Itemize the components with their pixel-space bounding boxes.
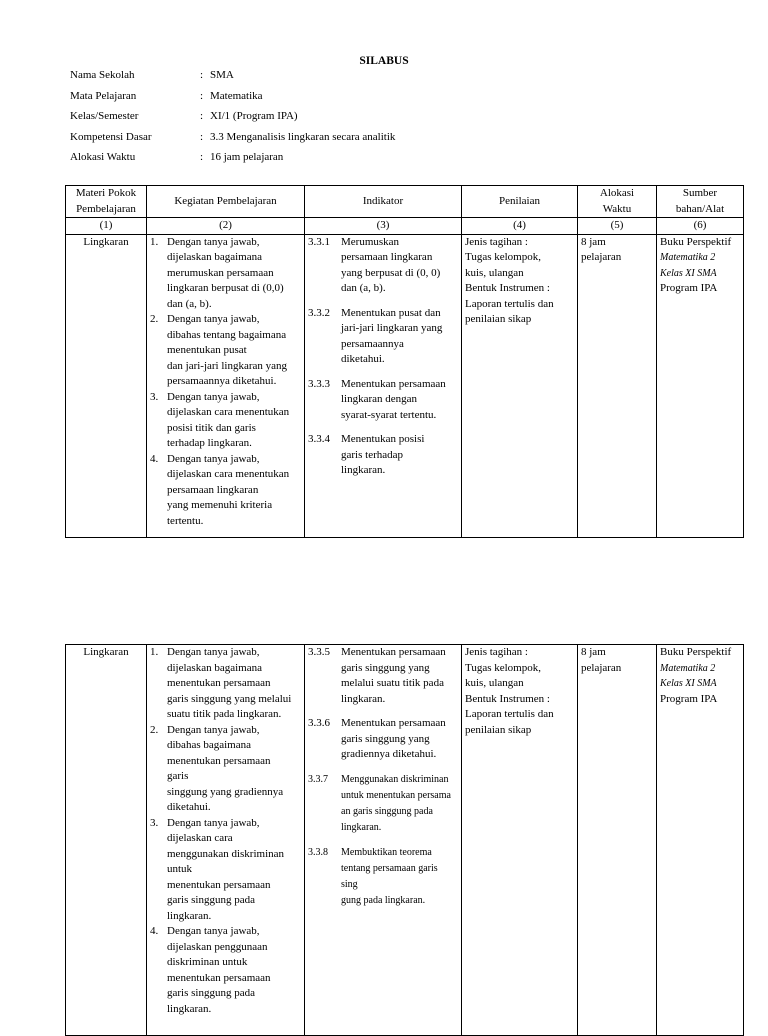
indikator-code: 3.3.3 [308,377,330,390]
line: Dengan tanya jawab, [167,390,260,403]
line: pelajaran [581,661,622,674]
line: lingkaran dengan [341,393,418,405]
info-row-alokasi-waktu [70,150,395,171]
item-text [167,645,301,723]
info-value: Matematika [210,89,263,102]
kegiatan-list [150,645,301,1017]
item-number: 2. [150,723,159,736]
header-text: Pembelajaran [76,202,136,215]
info-row-nama-sekolah [70,68,395,89]
line: dibahas bagaimana [167,739,251,751]
line: dan (a, b). [167,297,212,310]
kegiatan-cell [147,645,305,1036]
line: Buku Perspektif [660,235,732,248]
line: Dengan tanya jawab, [167,646,260,658]
item-text [167,235,301,313]
line: lingkaran berpusat di (0,0) [167,282,284,294]
line: kuis, ulangan [465,266,524,279]
indikator-item [308,772,458,836]
item-number: 3. [150,390,159,403]
line: yang memenuhi kriteria [167,499,273,511]
column-number-row [66,218,744,235]
line: Menggunakan diskriminan [341,773,449,785]
line: Dengan tanya jawab, [167,235,260,248]
materi-cell: Lingkaran [66,234,147,537]
info-label: Alokasi Waktu [70,151,136,163]
alokasi-cell [578,645,657,1036]
line: an garis singgung pada [341,805,433,817]
info-row-mata-pelajaran [70,89,395,110]
indikator-text [341,772,458,836]
line: jari-jari lingkaran yang [341,322,443,334]
line: 8 jam [581,235,606,248]
indikator-text [341,306,458,368]
indikator-text [341,645,458,707]
indikator-item [308,645,458,707]
list-item [150,645,301,723]
info-colon: : [200,130,204,143]
line: dijelaskan cara menentukan [167,468,290,480]
line: diketahui. [341,353,385,365]
list-item [150,924,301,1017]
line: persamaan lingkaran [341,251,433,263]
line-italic: Matematika 2 [660,662,716,674]
line: Jenis tagihan : [465,646,528,658]
line: penilaian sikap [465,313,532,325]
header-penilaian: Penilaian [462,186,578,218]
line: Tugas kelompok, [465,251,541,263]
line: 8 jam [581,646,606,658]
header-materi [66,186,147,218]
line: Menentukan persamaan [341,377,446,390]
list-item [150,452,301,530]
header-indikator: Indikator [305,186,462,218]
line: lingkaran. [341,821,382,833]
penilaian-cell [462,645,578,1036]
indikator-item [308,716,458,763]
line: garis singgung yang melalui [167,692,292,705]
kegiatan-list [150,235,301,530]
info-row-kompetensi-dasar [70,130,395,151]
list-item [150,312,301,390]
header-text: Alokasi [599,187,635,199]
line: yang berpusat di (0, 0) [341,266,441,279]
line: dan jari-jari lingkaran yang [167,359,288,372]
info-block [70,68,395,171]
column-number: (2) [147,218,305,235]
item-text [167,816,301,925]
line: dijelaskan bagaimana [167,251,262,263]
line: menggunakan diskriminan [167,847,285,860]
indikator-item [308,845,458,909]
sumber-cell [657,645,744,1036]
line: garis singgung yang [341,661,430,674]
column-number: (3) [305,218,462,235]
info-colon: : [200,89,204,102]
line: Dengan tanya jawab, [167,723,260,736]
item-text [167,924,301,1017]
sumber-cell [657,234,744,537]
line: gradiennya diketahui. [341,748,437,760]
line-italic: Kelas XI SMA [660,267,717,279]
indikator-cell [305,645,462,1036]
info-colon: : [200,69,204,81]
line: terhadap lingkaran. [167,437,252,449]
column-number: (5) [578,218,657,235]
header-kegiatan: Kegiatan Pembelajaran [147,186,305,218]
info-label: Kompetensi Dasar [70,130,152,143]
line: Dengan tanya jawab, [167,313,260,325]
line: gung pada lingkaran. [341,894,426,906]
line: syarat-syarat tertentu. [341,408,437,421]
line: pelajaran [581,251,622,263]
indikator-cell [305,234,462,537]
item-number: 4. [150,452,159,465]
line: Laporan tertulis dan [465,297,554,310]
indikator-text [341,377,458,424]
info-value: XI/1 (Program IPA) [210,110,298,122]
header-sumber [657,186,744,218]
header-text: Waktu [602,202,632,215]
line: Tugas kelompok, [465,661,541,674]
syllabus-table-1 [65,185,744,538]
line: Menentukan pusat dan [341,306,441,319]
line: singgung yang gradiennya [167,785,284,798]
line: persamaannya diketahui. [167,375,277,387]
list-item [150,816,301,925]
list-item [150,390,301,452]
line: dijelaskan cara [167,832,233,844]
line: untuk [167,863,193,875]
line: Jenis tagihan : [465,235,528,248]
indikator-item [308,377,458,424]
line: dibahas tentang bagaimana [167,328,287,341]
line: dijelaskan penggunaan [167,940,268,953]
indikator-code: 3.3.4 [308,433,330,445]
line-italic: Kelas XI SMA [660,678,717,689]
line: Program IPA [660,692,718,705]
indikator-item [308,306,458,368]
list-item [150,235,301,313]
item-number: 1. [150,646,159,658]
line: sing [341,878,358,890]
line: dan (a, b). [341,282,386,294]
info-value: 3.3 Menganalisis lingkaran secara analitik [210,130,396,143]
table-row [66,645,744,1036]
line: untuk menentukan persama [341,789,451,801]
line: Dengan tanya jawab, [167,452,260,465]
line: tentang persamaan garis [341,862,438,874]
line: menentukan persamaan [167,677,271,689]
info-label: Kelas/Semester [70,110,139,122]
indikator-item [308,432,458,479]
line: Buku Perspektif [660,646,732,658]
line: Dengan tanya jawab, [167,816,260,829]
line: lingkaran. [341,692,386,705]
info-value: SMA [210,69,234,81]
line: dijelaskan bagaimana [167,661,262,674]
syllabus-table-2 [65,644,744,1036]
list-item [150,723,301,816]
item-text [167,452,301,530]
info-colon: : [200,110,204,122]
item-number: 2. [150,313,159,325]
line: Menentukan persamaan [341,717,446,729]
line: lingkaran. [341,464,386,476]
line: menentukan persamaan [167,754,271,767]
line: Bentuk Instrumen : [465,282,550,294]
line: lingkaran. [167,1002,212,1015]
indikator-code: 3.3.6 [308,717,330,729]
indikator-item [308,235,458,297]
header-row [66,186,744,218]
header-text: Materi Pokok [75,187,137,199]
indikator-text [341,845,458,909]
info-label: Mata Pelajaran [70,89,137,102]
materi-cell: Lingkaran [66,645,147,1036]
line: dijelaskan cara menentukan [167,406,290,418]
line-italic: Matematika 2 [660,252,716,263]
info-colon: : [200,151,204,163]
line: Menentukan persamaan [341,646,446,658]
line: persamaannya [341,337,404,350]
header-alokasi [578,186,657,218]
line: merumuskan persamaan [167,266,274,279]
line: melalui suatu titik pada [341,677,444,689]
line: garis singgung pada [167,894,255,906]
column-number: (1) [66,218,147,235]
line: persamaan lingkaran [167,483,259,496]
alokasi-cell [578,234,657,537]
line: lingkaran. [167,909,212,922]
indikator-code: 3.3.1 [308,235,330,248]
indikator-code: 3.3.8 [308,846,328,858]
line: kuis, ulangan [465,677,524,689]
indikator-text [341,716,458,763]
line: garis singgung yang [341,732,430,745]
info-label: Nama Sekolah [70,69,135,81]
info-row-kelas-semester [70,109,395,130]
indikator-code: 3.3.7 [308,773,328,785]
line: diskriminan untuk [167,956,248,968]
line: menentukan persamaan [167,971,271,984]
info-value: 16 jam pelajaran [210,151,284,163]
line: Laporan tertulis dan [465,708,554,720]
table-row [66,234,744,537]
line: garis singgung pada [167,987,255,999]
line: Dengan tanya jawab, [167,925,260,937]
column-number: (4) [462,218,578,235]
penilaian-cell [462,234,578,537]
item-text [167,723,301,816]
line: menentukan persamaan [167,878,271,891]
item-number: 4. [150,925,159,937]
indikator-text [341,432,458,479]
item-number: 1. [150,235,159,248]
indikator-text [341,235,458,297]
line: diketahui. [167,801,211,813]
page-title: SILABUS [359,55,409,67]
line: tertentu. [167,514,204,527]
line: menentukan pusat [167,344,247,356]
item-text [167,390,301,452]
line: garis [167,770,189,782]
item-text [167,312,301,390]
kegiatan-cell [147,234,305,537]
line: penilaian sikap [465,723,532,736]
line: Menentukan posisi [341,433,425,445]
line: Membuktikan teorema [341,846,432,858]
line: Merumuskan [341,235,400,248]
indikator-code: 3.3.5 [308,646,330,658]
header-text: bahan/Alat [675,202,725,215]
item-number: 3. [150,816,159,829]
line: posisi titik dan garis [167,421,256,434]
column-number: (6) [657,218,744,235]
line: Program IPA [660,282,718,294]
line: garis terhadap [341,448,403,461]
line: suatu titik pada lingkaran. [167,708,282,720]
indikator-code: 3.3.2 [308,306,330,319]
line: Bentuk Instrumen : [465,692,550,705]
header-text: Sumber [682,187,718,199]
